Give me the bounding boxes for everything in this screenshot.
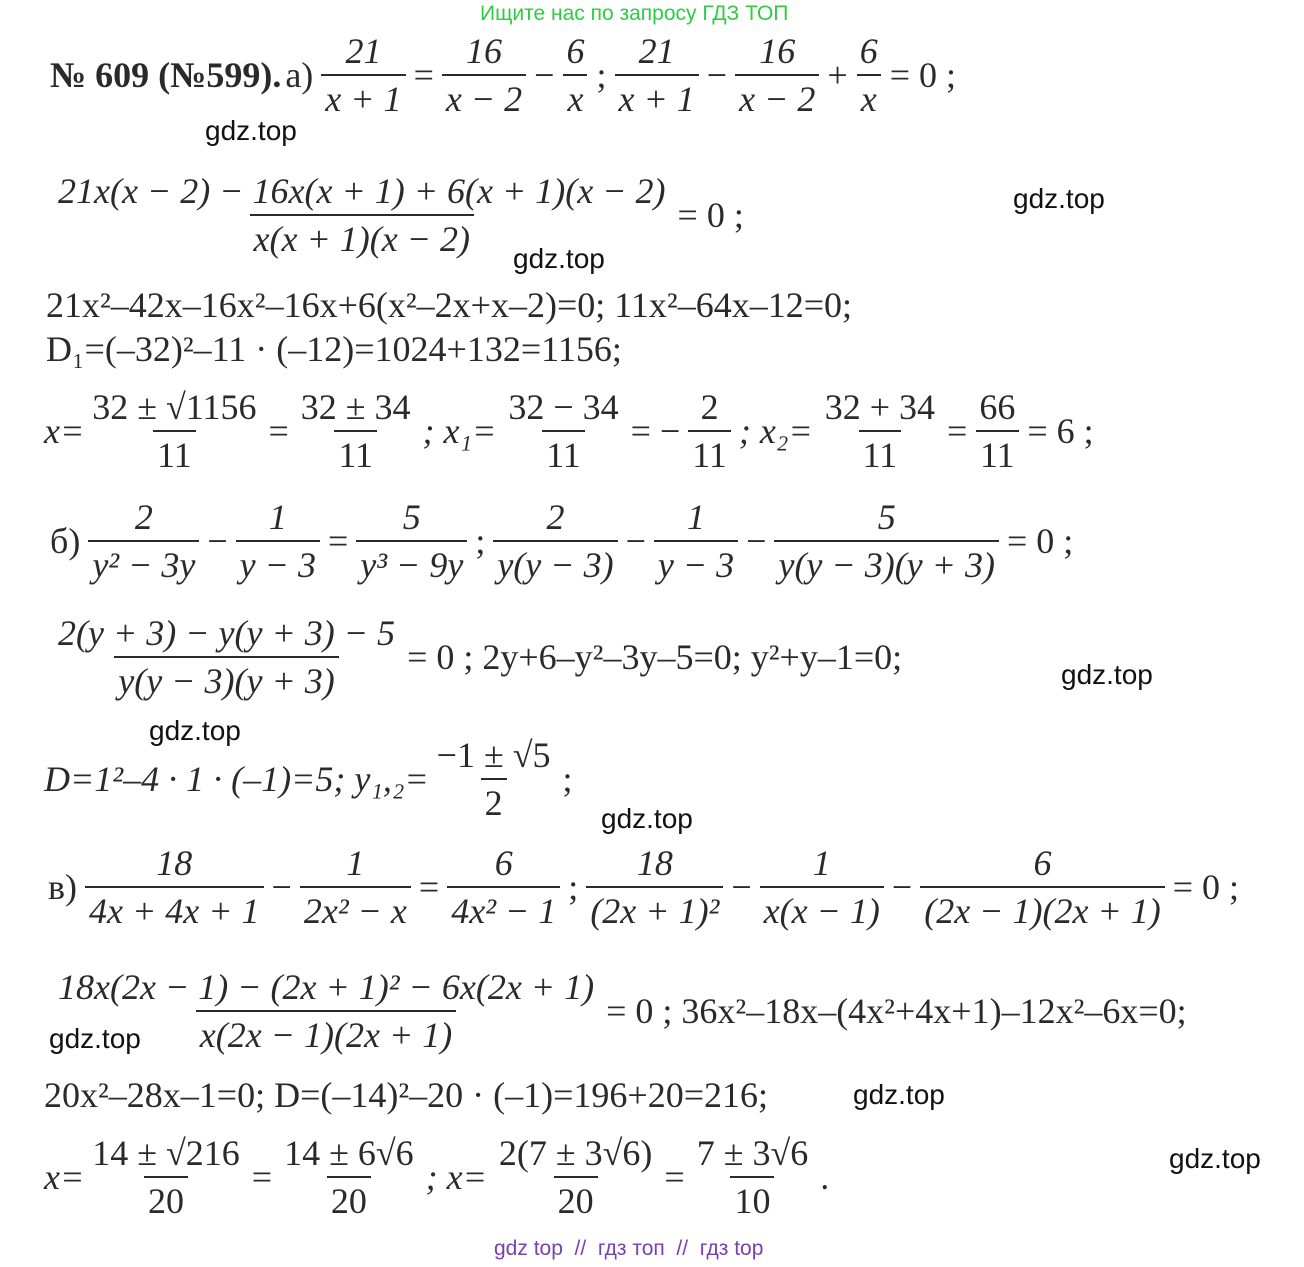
numerator: 18x(2x − 1) − (2x + 1)² − 6x(2x + 1) [58,967,595,1007]
fraction [236,494,320,588]
part-a-label: а) [285,55,314,95]
fraction [821,384,939,478]
fraction [975,384,1019,478]
denominator: 11 [153,430,196,478]
math-operator: ; [475,521,486,561]
problem-title: № 609 (№599). [50,55,282,95]
fraction [447,840,560,934]
denominator: 4x² − 1 [447,886,560,934]
math-operator: = [268,411,289,451]
math-operator: = 0 ; [1172,867,1240,907]
math-operator: = [418,867,440,907]
numerator: 2(y + 3) − y(y + 3) − 5 [58,613,396,653]
fraction [88,494,199,588]
math-operator: D=1²–4 · 1 · (–1)=5; y₁,₂= [44,759,429,799]
fraction [300,840,411,934]
math-operator: ; x= [425,1157,487,1197]
denominator: y − 3 [654,540,738,588]
numerator: 5 [402,497,421,537]
denominator: x(x − 1) [760,886,884,934]
denominator: x(2x − 1)(2x + 1) [196,1010,456,1058]
part-b-roots [44,732,577,826]
fraction [88,384,260,478]
fraction [760,840,884,934]
math-operator: = [327,521,349,561]
math-operator: = 0 ; [1006,521,1074,561]
denominator: (2x + 1)² [586,886,723,934]
denominator: y(y − 3)(y + 3) [774,540,998,588]
numerator: 2 [700,387,719,427]
numerator: 14 ± 6√6 [284,1133,414,1173]
part-a-fraction-line [50,168,748,262]
numerator: 16 [466,31,503,71]
denominator: 2 [481,778,507,826]
watermark: gdz.top [49,1023,141,1054]
numerator: 32 + 34 [824,387,936,427]
fraction [586,840,723,934]
numerator: 18 [636,843,673,883]
watermark: gdz.top [853,1079,945,1110]
denominator: x(x + 1)(x − 2) [250,214,474,262]
math-operator: − [891,867,913,907]
denominator: 11 [334,430,377,478]
part-v-discriminant: 20x²–28x–1=0; D=(–14)²–20 · (–1)=196+20=216; [44,1075,769,1115]
watermark: gdz.top [601,803,693,834]
math-operator: − [207,521,228,561]
numerator: 6 [494,843,513,883]
math-operator: ; [562,759,573,799]
math-operator: = 0 ; [677,195,744,235]
fraction [495,1130,657,1224]
part-v-fraction-line [50,964,1191,1058]
numerator: 32 − 34 [508,387,619,427]
math-operator: + [827,55,848,95]
math-operator: − [625,521,646,561]
numerator: 6 [1033,843,1052,883]
math-operator: − [706,55,728,95]
math-operator: x= [44,411,85,451]
fraction [297,384,415,478]
math-operator: = [664,1157,685,1197]
part-a-expansion: 21x²–42x–16x²–16x+6(x²–2x+x–2)=0; 11x²–64x–12=0; [46,285,853,325]
fraction [442,28,526,122]
numerator: 14 ± √216 [92,1133,240,1173]
math-operator: = [251,1157,273,1197]
denominator: (2x − 1)(2x + 1) [920,886,1165,934]
numerator: 21 [638,31,675,71]
denominator: x [857,74,881,122]
math-operator: = 0 ; 36x²–18x–(4x²+4x+1)–12x²–6x=0; [606,991,1187,1031]
math-operator: ; [568,867,579,907]
math-operator: = − [630,411,681,451]
denominator: 2x² − x [300,886,411,934]
fraction [654,494,738,588]
numerator: 6 [859,31,878,71]
denominator: 20 [144,1176,188,1224]
header-banner: Ищите нас по запросу ГДЗ ТОП [480,2,789,25]
fraction [433,732,555,826]
denominator: y² − 3y [88,540,199,588]
math-operator: ; x₁= [422,411,497,451]
denominator: y(y − 3) [493,540,617,588]
numerator: 1 [687,497,706,537]
watermark: gdz.top [205,115,297,146]
fraction [54,610,399,704]
denominator: x − 2 [735,74,819,122]
denominator: 4x + 4x + 1 [85,886,264,934]
fraction [774,494,998,588]
watermark: gdz.top [1013,183,1105,214]
numerator: 32 ± 34 [300,387,411,427]
fraction [920,840,1165,934]
math-operator: = 0 ; [889,55,956,95]
numerator: 6 [566,31,585,71]
denominator: x − 2 [442,74,526,122]
numerator: 1 [268,497,287,537]
fraction [615,28,699,122]
fraction [321,28,405,122]
numerator: 21x(x − 2) − 16x(x + 1) + 6(x + 1)(x − 2) [58,171,666,211]
watermark: gdz.top [1061,659,1153,690]
part-v-roots [44,1130,833,1224]
math-operator: = 6 ; [1027,411,1094,451]
numerator: 5 [877,497,896,537]
math-operator: = [413,55,434,95]
math-operator: = 0 ; 2y+6–y²–3y–5=0; y²+y–1=0; [407,637,903,677]
math-operator: ; [596,55,607,95]
fraction [280,1130,418,1224]
denominator: 11 [688,430,731,478]
math-operator: ; x₂= [738,411,813,451]
denominator: y − 3 [236,540,320,588]
math-operator: − [271,867,292,907]
denominator: 20 [554,1176,598,1224]
part-a-equation [50,28,960,122]
watermark: gdz.top [149,715,241,746]
math-operator: − [746,521,767,561]
fraction [504,384,622,478]
part-v-label: в) [48,867,77,907]
numerator: 32 ± √1156 [92,387,257,427]
numerator: 16 [759,31,796,71]
fraction [356,494,467,588]
numerator: 1 [812,843,831,883]
numerator: 18 [156,843,193,883]
denominator: 10 [730,1176,774,1224]
numerator: 2 [134,497,153,537]
math-operator: x= [44,1157,85,1197]
denominator: 11 [976,430,1019,478]
denominator: x + 1 [615,74,699,122]
numerator: −1 ± √5 [436,735,551,775]
fraction [562,28,588,122]
fraction [735,28,819,122]
denominator: 11 [859,430,902,478]
fraction [693,1130,813,1224]
math-operator: − [731,867,752,907]
numerator: 1 [346,843,365,883]
watermark: gdz.top [1169,1143,1261,1174]
numerator: 7 ± 3√6 [696,1133,809,1173]
denominator: x + 1 [321,74,405,122]
math-operator: . [820,1157,830,1197]
numerator: 2(7 ± 3√6) [498,1133,653,1173]
footer-banner: gdz top // гдз топ // гдз top [494,1237,764,1260]
math-operator: = [947,411,968,451]
numerator: 21 [345,31,382,71]
denominator: x [563,74,587,122]
numerator: 2 [546,497,565,537]
fraction [688,384,731,478]
fraction [856,28,882,122]
fraction [88,1130,244,1224]
denominator: 11 [542,430,585,478]
denominator: 20 [327,1176,371,1224]
watermark: gdz.top [513,243,605,274]
part-a-discriminant: D₁=(–32)²–11 · (–12)=1024+132=1156; [46,329,622,369]
part-b-fraction-line [50,610,906,704]
part-a-roots [44,384,1098,478]
numerator: 66 [979,387,1016,427]
part-v-equation [44,840,1243,934]
math-operator: − [534,55,555,95]
denominator: y(y − 3)(y + 3) [114,656,338,704]
denominator: y³ − 9y [356,540,467,588]
fraction [493,494,617,588]
fraction [85,840,264,934]
part-b-equation [46,494,1077,588]
part-b-label: б) [50,521,81,561]
